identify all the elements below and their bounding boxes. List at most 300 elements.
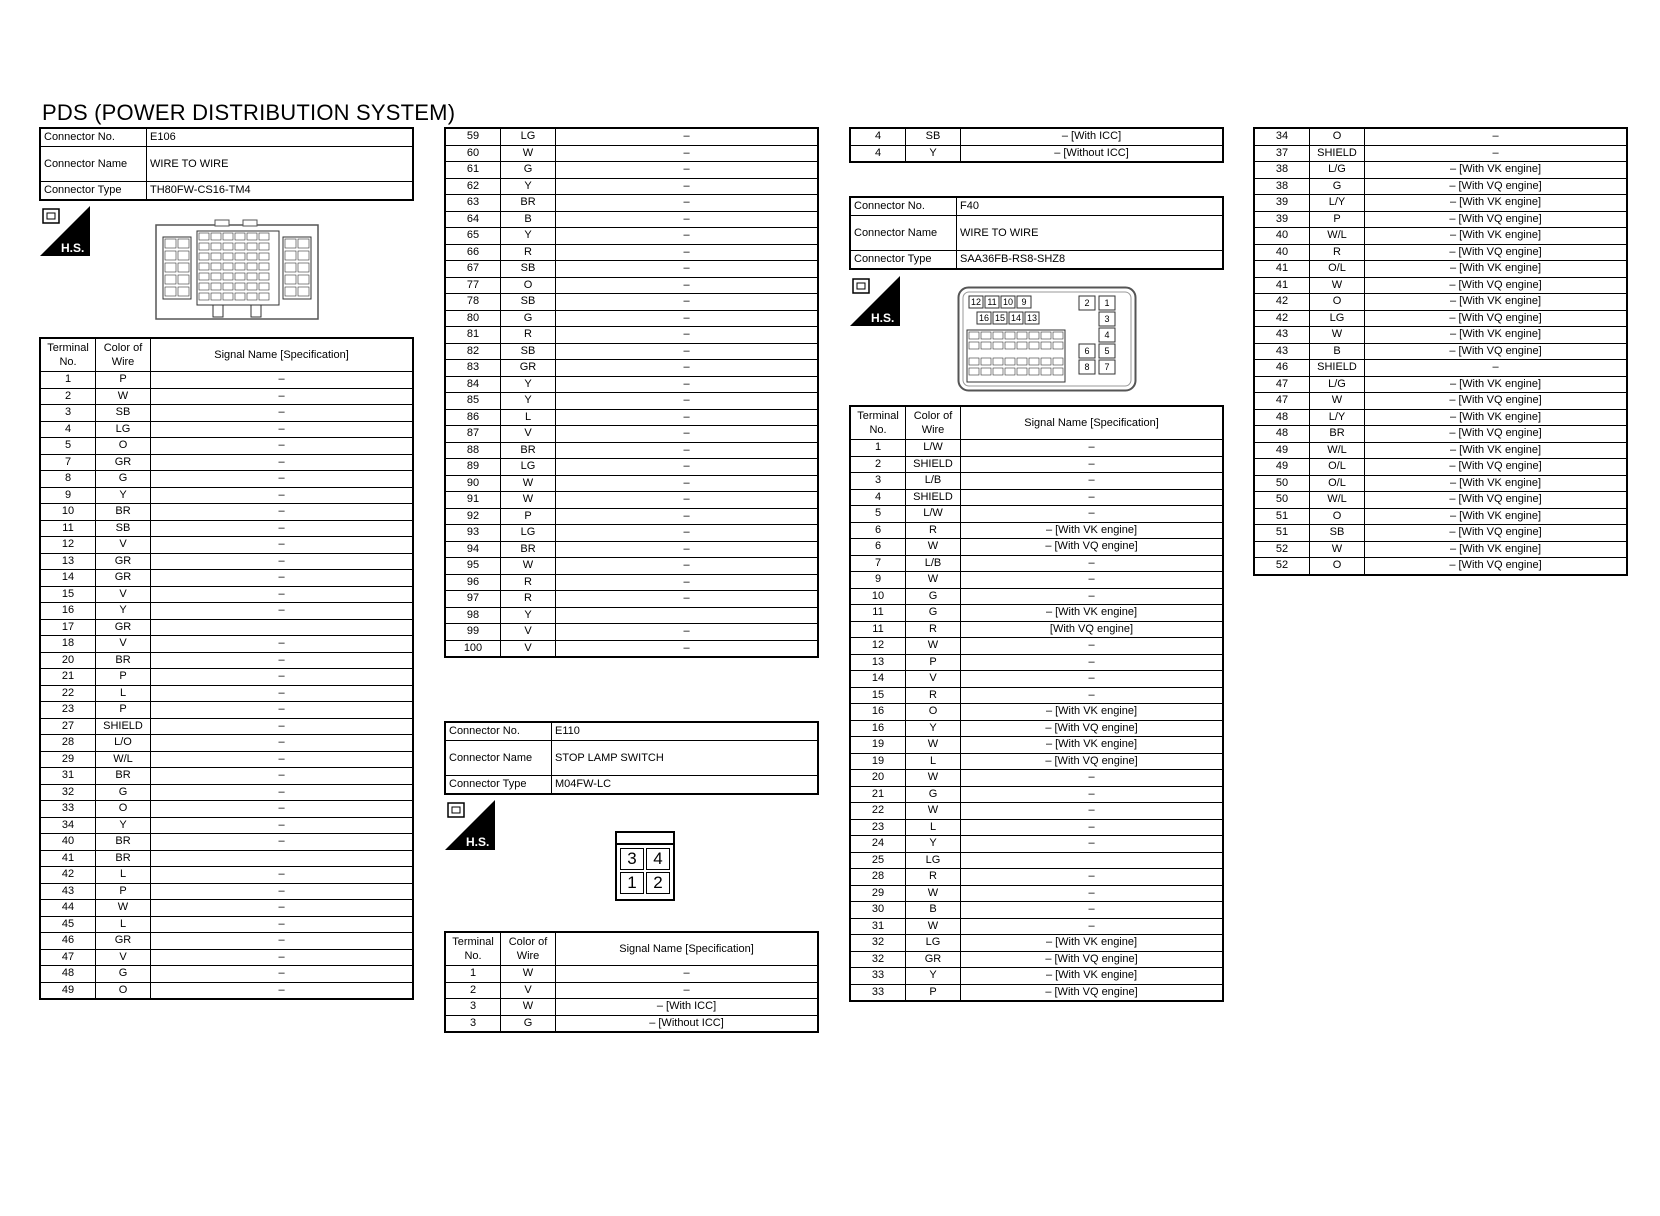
wire-color-cell: W/L xyxy=(96,751,151,768)
terminal-no-cell: 14 xyxy=(851,671,906,688)
signal-name-cell: – xyxy=(556,409,818,426)
f40-pin-7: 7 xyxy=(1104,362,1110,372)
wire-color-cell: Y xyxy=(501,228,556,245)
terminal-no-cell: 96 xyxy=(446,574,501,591)
signal-name-cell: – xyxy=(151,471,413,488)
wire-color-cell: L xyxy=(906,753,961,770)
table-row xyxy=(446,999,818,1016)
f40-continued-rows xyxy=(1255,129,1627,575)
table-row xyxy=(1255,475,1627,492)
table-row xyxy=(851,522,1223,539)
terminal-no-cell: 63 xyxy=(446,195,501,212)
terminal-no-cell: 61 xyxy=(446,162,501,179)
signal-name-cell: – xyxy=(556,541,818,558)
table-row xyxy=(1255,195,1627,212)
hs-label: H.S. xyxy=(466,835,490,849)
table-row xyxy=(446,966,818,983)
table-row xyxy=(41,702,413,719)
terminal-no-cell: 34 xyxy=(41,817,96,834)
wire-color-cell: Y xyxy=(501,376,556,393)
signal-name-cell: – xyxy=(151,982,413,999)
wire-color-cell: BR xyxy=(501,442,556,459)
terminal-no-cell: 52 xyxy=(1255,541,1310,558)
terminal-no-cell: 85 xyxy=(446,393,501,410)
terminal-no-cell: 6 xyxy=(851,522,906,539)
table-row xyxy=(41,768,413,785)
signal-name-cell: – [With VQ engine] xyxy=(1365,277,1627,294)
wire-color-cell: O xyxy=(1310,129,1365,146)
terminal-no-cell: 44 xyxy=(41,900,96,917)
wire-color-cell: W xyxy=(906,918,961,935)
table-row xyxy=(41,784,413,801)
e110-column xyxy=(445,722,818,794)
table-row xyxy=(851,918,1223,935)
terminal-no-cell: 6 xyxy=(851,539,906,556)
wire-color-cell: SHIELD xyxy=(1310,145,1365,162)
table-row xyxy=(1255,211,1627,228)
table-row xyxy=(41,471,413,488)
wire-color-cell: L/B xyxy=(906,555,961,572)
wire-color-cell: LG xyxy=(96,421,151,438)
terminal-no-cell: 78 xyxy=(446,294,501,311)
table-row xyxy=(851,145,1223,162)
table-row xyxy=(41,504,413,521)
table-row xyxy=(446,360,818,377)
table-row xyxy=(446,508,818,525)
e110-connector-diagram xyxy=(615,831,675,901)
table-row xyxy=(41,867,413,884)
signal-name-cell: – xyxy=(151,702,413,719)
connector-type-label: Connector Type xyxy=(446,776,552,794)
table-row xyxy=(851,506,1223,523)
connector-name-label: Connector Name xyxy=(851,216,957,251)
table-row xyxy=(1255,244,1627,261)
wire-color-cell: P xyxy=(96,702,151,719)
table-row xyxy=(446,409,818,426)
wire-color-cell: W xyxy=(906,885,961,902)
terminal-no-cell: 67 xyxy=(446,261,501,278)
terminal-no-cell: 45 xyxy=(41,916,96,933)
signal-name-cell: – xyxy=(151,768,413,785)
signal-name-cell: – [With VK engine] xyxy=(1365,541,1627,558)
signal-name-cell: – xyxy=(961,440,1223,457)
wire-color-cell: LG xyxy=(501,525,556,542)
signal-name-cell: – xyxy=(151,718,413,735)
terminal-no-cell: 28 xyxy=(851,869,906,886)
wire-color-cell: R xyxy=(501,327,556,344)
signal-name-cell: – xyxy=(556,982,818,999)
table-row xyxy=(41,537,413,554)
wire-color-cell: G xyxy=(96,966,151,983)
terminal-no-cell: 5 xyxy=(41,438,96,455)
wire-color-cell: V xyxy=(96,537,151,554)
signal-name-cell: – xyxy=(151,454,413,471)
signal-name-cell: – xyxy=(961,506,1223,523)
f40-connector-diagram xyxy=(957,286,1137,392)
terminal-no-cell: 52 xyxy=(1255,558,1310,575)
table-row xyxy=(851,129,1223,146)
table-row xyxy=(41,949,413,966)
terminal-no-cell: 90 xyxy=(446,475,501,492)
signal-name-cell: – xyxy=(151,669,413,686)
table-row xyxy=(446,525,818,542)
wire-color-cell: V xyxy=(96,636,151,653)
signal-name-cell xyxy=(151,619,413,636)
wire-color-cell: P xyxy=(1310,211,1365,228)
wire-color-cell: R xyxy=(501,244,556,261)
wire-color-cell: G xyxy=(906,588,961,605)
wire-color-cell: R xyxy=(906,522,961,539)
e106-rows xyxy=(41,372,413,999)
signal-name-cell: – xyxy=(151,388,413,405)
e110-pin-3: 3 xyxy=(620,848,644,870)
wire-color-cell: P xyxy=(96,372,151,389)
signal-name-cell: – xyxy=(151,751,413,768)
wire-color-cell: SHIELD xyxy=(96,718,151,735)
terminal-no-cell: 88 xyxy=(446,442,501,459)
wire-color-cell: P xyxy=(906,654,961,671)
terminal-no-cell: 59 xyxy=(446,129,501,146)
wire-color-cell: GR xyxy=(96,619,151,636)
signal-name-cell: – xyxy=(556,525,818,542)
signal-name-cell: – xyxy=(961,770,1223,787)
signal-name-cell: – xyxy=(961,918,1223,935)
terminal-no-cell: 9 xyxy=(851,572,906,589)
table-row xyxy=(851,836,1223,853)
wire-color-cell: O/L xyxy=(1310,475,1365,492)
e106-connector-name: WIRE TO WIRE xyxy=(147,147,413,182)
signal-name-cell: – xyxy=(556,228,818,245)
wire-color-cell: SB xyxy=(501,343,556,360)
wire-color-cell: W xyxy=(1310,277,1365,294)
table-row xyxy=(851,588,1223,605)
terminal-no-cell: 40 xyxy=(41,834,96,851)
wire-color-cell: SB xyxy=(906,129,961,146)
table-row xyxy=(446,624,818,641)
f40-column xyxy=(850,197,1223,269)
wire-color-cell: L/G xyxy=(1310,376,1365,393)
hs-label: H.S. xyxy=(61,241,85,255)
signal-name-cell: – xyxy=(556,277,818,294)
terminal-no-cell: 1 xyxy=(41,372,96,389)
signal-name-cell: – xyxy=(556,195,818,212)
table-row xyxy=(1255,129,1627,146)
wire-color-cell: L/O xyxy=(96,735,151,752)
signal-name-cell: – xyxy=(961,456,1223,473)
terminal-no-cell: 49 xyxy=(41,982,96,999)
signal-name-cell: – xyxy=(151,636,413,653)
terminal-no-cell: 42 xyxy=(41,867,96,884)
table-row xyxy=(41,586,413,603)
wire-color-cell: V xyxy=(906,671,961,688)
signal-name-cell: – xyxy=(151,520,413,537)
table-row xyxy=(446,591,818,608)
table-row xyxy=(851,473,1223,490)
wire-color-cell: LG xyxy=(906,852,961,869)
wire-color-cell: V xyxy=(96,586,151,603)
signal-name-cell: – xyxy=(556,376,818,393)
wire-color-cell: O/L xyxy=(1310,261,1365,278)
wire-color-cell: BR xyxy=(96,768,151,785)
terminal-no-cell: 50 xyxy=(1255,475,1310,492)
wire-color-cell: Y xyxy=(96,487,151,504)
terminal-no-cell: 3 xyxy=(446,999,501,1016)
signal-name-cell: – xyxy=(151,504,413,521)
terminal-no-cell: 64 xyxy=(446,211,501,228)
terminal-no-cell: 38 xyxy=(1255,162,1310,179)
table-row xyxy=(41,388,413,405)
signal-name-cell: – [With VK engine] xyxy=(1365,228,1627,245)
wire-color-cell: G xyxy=(1310,178,1365,195)
signal-name-cell: – xyxy=(1365,360,1627,377)
terminal-no-cell: 66 xyxy=(446,244,501,261)
wire-color-cell: GR xyxy=(501,360,556,377)
table-row xyxy=(1255,294,1627,311)
wire-color-cell: L xyxy=(501,409,556,426)
signal-name-cell: – [With VQ engine] xyxy=(1365,178,1627,195)
terminal-no-cell: 51 xyxy=(1255,525,1310,542)
signal-name-cell: – xyxy=(961,489,1223,506)
signal-name-header: Signal Name [Specification] xyxy=(961,407,1223,440)
signal-name-cell: – [With VQ engine] xyxy=(961,753,1223,770)
signal-name-cell: – xyxy=(556,343,818,360)
f40-rows xyxy=(851,440,1223,1001)
signal-name-cell: – xyxy=(151,867,413,884)
e106-info-table xyxy=(40,128,413,200)
table-row xyxy=(446,442,818,459)
table-row xyxy=(851,621,1223,638)
signal-name-cell: – [With VK engine] xyxy=(961,935,1223,952)
table-row xyxy=(851,852,1223,869)
terminal-no-cell: 30 xyxy=(851,902,906,919)
wire-color-cell: Y xyxy=(906,968,961,985)
table-row xyxy=(1255,459,1627,476)
terminal-no-cell: 77 xyxy=(446,277,501,294)
f40-pin-1: 1 xyxy=(1104,298,1110,308)
terminal-no-cell: 89 xyxy=(446,459,501,476)
connector-name-label: Connector Name xyxy=(446,741,552,776)
signal-name-cell: – [With VK engine] xyxy=(1365,162,1627,179)
table-row xyxy=(1255,409,1627,426)
terminal-no-cell: 11 xyxy=(41,520,96,537)
signal-name-cell: – xyxy=(556,442,818,459)
terminal-no-cell: 87 xyxy=(446,426,501,443)
wire-color-cell: O xyxy=(1310,294,1365,311)
terminal-no-cell: 10 xyxy=(41,504,96,521)
signal-name-cell: – xyxy=(961,473,1223,490)
terminal-no-cell: 4 xyxy=(851,129,906,146)
signal-name-cell: – [With VK engine] xyxy=(961,605,1223,622)
wire-color-cell: GR xyxy=(96,933,151,950)
table-row xyxy=(446,393,818,410)
table-row xyxy=(1255,442,1627,459)
table-row xyxy=(41,718,413,735)
signal-name-cell: – xyxy=(556,966,818,983)
wire-color-cell: L/B xyxy=(906,473,961,490)
table-row xyxy=(1255,261,1627,278)
table-row xyxy=(446,178,818,195)
table-row xyxy=(446,574,818,591)
table-row xyxy=(41,801,413,818)
wire-color-cell: W xyxy=(906,539,961,556)
wire-color-cell: W xyxy=(501,999,556,1016)
table-row xyxy=(446,277,818,294)
table-row xyxy=(851,885,1223,902)
color-of-wire-header: Color of Wire xyxy=(96,339,151,372)
e110-pin-2: 2 xyxy=(646,872,670,894)
terminal-no-cell: 21 xyxy=(851,786,906,803)
table-row xyxy=(1255,541,1627,558)
table-row xyxy=(851,786,1223,803)
table-row xyxy=(851,902,1223,919)
wire-color-cell: L xyxy=(96,685,151,702)
e110-continued-rows xyxy=(851,129,1223,162)
table-row xyxy=(1255,162,1627,179)
wire-color-cell: V xyxy=(501,624,556,641)
wire-color-cell: LG xyxy=(501,459,556,476)
table-row xyxy=(41,850,413,867)
terminal-no-cell: 19 xyxy=(851,753,906,770)
terminal-no-cell: 40 xyxy=(1255,244,1310,261)
table-row xyxy=(1255,508,1627,525)
f40-connector-name: WIRE TO WIRE xyxy=(957,216,1223,251)
table-row xyxy=(446,261,818,278)
terminal-no-cell: 19 xyxy=(851,737,906,754)
signal-name-cell: – [With VQ engine] xyxy=(1365,393,1627,410)
signal-name-cell: – xyxy=(1365,145,1627,162)
terminal-no-cell: 2 xyxy=(851,456,906,473)
table-row xyxy=(851,720,1223,737)
table-row xyxy=(851,654,1223,671)
wire-color-cell: L/W xyxy=(906,506,961,523)
signal-name-cell: – xyxy=(961,819,1223,836)
terminal-no-cell: 31 xyxy=(851,918,906,935)
terminal-no-cell: 23 xyxy=(851,819,906,836)
wire-color-cell: G xyxy=(501,310,556,327)
table-row xyxy=(446,541,818,558)
terminal-no-cell: 97 xyxy=(446,591,501,608)
wire-color-cell: W xyxy=(501,966,556,983)
terminal-no-cell: 60 xyxy=(446,145,501,162)
hs-harness-side-icon xyxy=(850,276,900,326)
table-row xyxy=(41,603,413,620)
f40-pin-16: 16 xyxy=(978,313,990,323)
terminal-no-cell: 9 xyxy=(41,487,96,504)
terminal-no-cell: 25 xyxy=(851,852,906,869)
wire-color-cell: R xyxy=(906,687,961,704)
table-row xyxy=(851,456,1223,473)
color-of-wire-header: Color of Wire xyxy=(906,407,961,440)
wire-color-cell: SB xyxy=(501,294,556,311)
terminal-no-header: Terminal No. xyxy=(851,407,906,440)
f40-pin-11: 11 xyxy=(987,297,997,307)
table-row xyxy=(851,555,1223,572)
terminal-no-cell: 18 xyxy=(41,636,96,653)
connector-no-label: Connector No. xyxy=(446,723,552,741)
signal-name-cell: – xyxy=(961,803,1223,820)
terminal-no-cell: 4 xyxy=(41,421,96,438)
wire-color-cell: GR xyxy=(906,951,961,968)
terminal-no-cell: 16 xyxy=(41,603,96,620)
signal-name-cell: – xyxy=(556,178,818,195)
signal-name-cell: – xyxy=(556,492,818,509)
terminal-no-cell: 12 xyxy=(851,638,906,655)
wire-color-cell: G xyxy=(906,786,961,803)
wire-color-cell: BR xyxy=(501,541,556,558)
wire-color-cell: L/W xyxy=(906,440,961,457)
terminal-no-cell: 32 xyxy=(41,784,96,801)
wire-color-cell: O xyxy=(96,438,151,455)
terminal-no-cell: 12 xyxy=(41,537,96,554)
wire-color-cell: SB xyxy=(501,261,556,278)
wire-color-cell: W xyxy=(501,475,556,492)
signal-name-cell: – [With ICC] xyxy=(961,129,1223,146)
f40-pin-4: 4 xyxy=(1104,330,1110,340)
f40-pin-3: 3 xyxy=(1104,314,1110,324)
wire-color-cell: Y xyxy=(501,393,556,410)
signal-name-cell: – xyxy=(961,836,1223,853)
e110-pin-1: 1 xyxy=(620,872,644,894)
f40-pin-2: 2 xyxy=(1084,298,1090,308)
signal-name-cell: – [With VQ engine] xyxy=(961,720,1223,737)
wire-color-cell: B xyxy=(1310,343,1365,360)
signal-name-cell: – xyxy=(961,588,1223,605)
e106-column xyxy=(40,128,413,200)
hs-label: H.S. xyxy=(871,311,895,325)
table-row xyxy=(1255,525,1627,542)
terminal-no-cell: 21 xyxy=(41,669,96,686)
table-row xyxy=(446,607,818,624)
terminal-no-cell: 7 xyxy=(41,454,96,471)
signal-name-cell: – [With VQ engine] xyxy=(1365,492,1627,509)
wire-color-cell: Y xyxy=(906,720,961,737)
table-row xyxy=(1255,393,1627,410)
terminal-no-cell: 3 xyxy=(446,1015,501,1032)
table-row xyxy=(41,652,413,669)
wire-color-cell: GR xyxy=(96,553,151,570)
wire-color-cell: O xyxy=(906,704,961,721)
signal-name-cell: – xyxy=(151,537,413,554)
terminal-no-cell: 41 xyxy=(1255,261,1310,278)
terminal-no-cell: 20 xyxy=(851,770,906,787)
wire-color-cell: O xyxy=(1310,558,1365,575)
wire-color-cell: G xyxy=(906,605,961,622)
wire-color-cell: Y xyxy=(501,178,556,195)
table-row xyxy=(41,421,413,438)
f40-pin-9: 9 xyxy=(1021,297,1027,307)
signal-name-cell: – [With VQ engine] xyxy=(1365,426,1627,443)
terminal-no-cell: 4 xyxy=(851,145,906,162)
terminal-no-cell: 62 xyxy=(446,178,501,195)
terminal-no-cell: 8 xyxy=(41,471,96,488)
signal-name-cell: – xyxy=(151,487,413,504)
table-row xyxy=(41,751,413,768)
signal-name-cell: – [With VK engine] xyxy=(1365,294,1627,311)
signal-name-cell: – xyxy=(151,570,413,587)
signal-name-cell: – xyxy=(151,652,413,669)
table-row xyxy=(1255,343,1627,360)
wire-color-cell: L xyxy=(906,819,961,836)
signal-name-cell: – xyxy=(556,294,818,311)
table-row xyxy=(41,570,413,587)
signal-name-cell: – xyxy=(151,966,413,983)
terminal-no-cell: 2 xyxy=(41,388,96,405)
table-row xyxy=(446,244,818,261)
terminal-no-cell: 39 xyxy=(1255,211,1310,228)
wire-color-cell: V xyxy=(96,949,151,966)
wire-color-cell: G xyxy=(501,162,556,179)
signal-name-cell: – [With VK engine] xyxy=(961,704,1223,721)
